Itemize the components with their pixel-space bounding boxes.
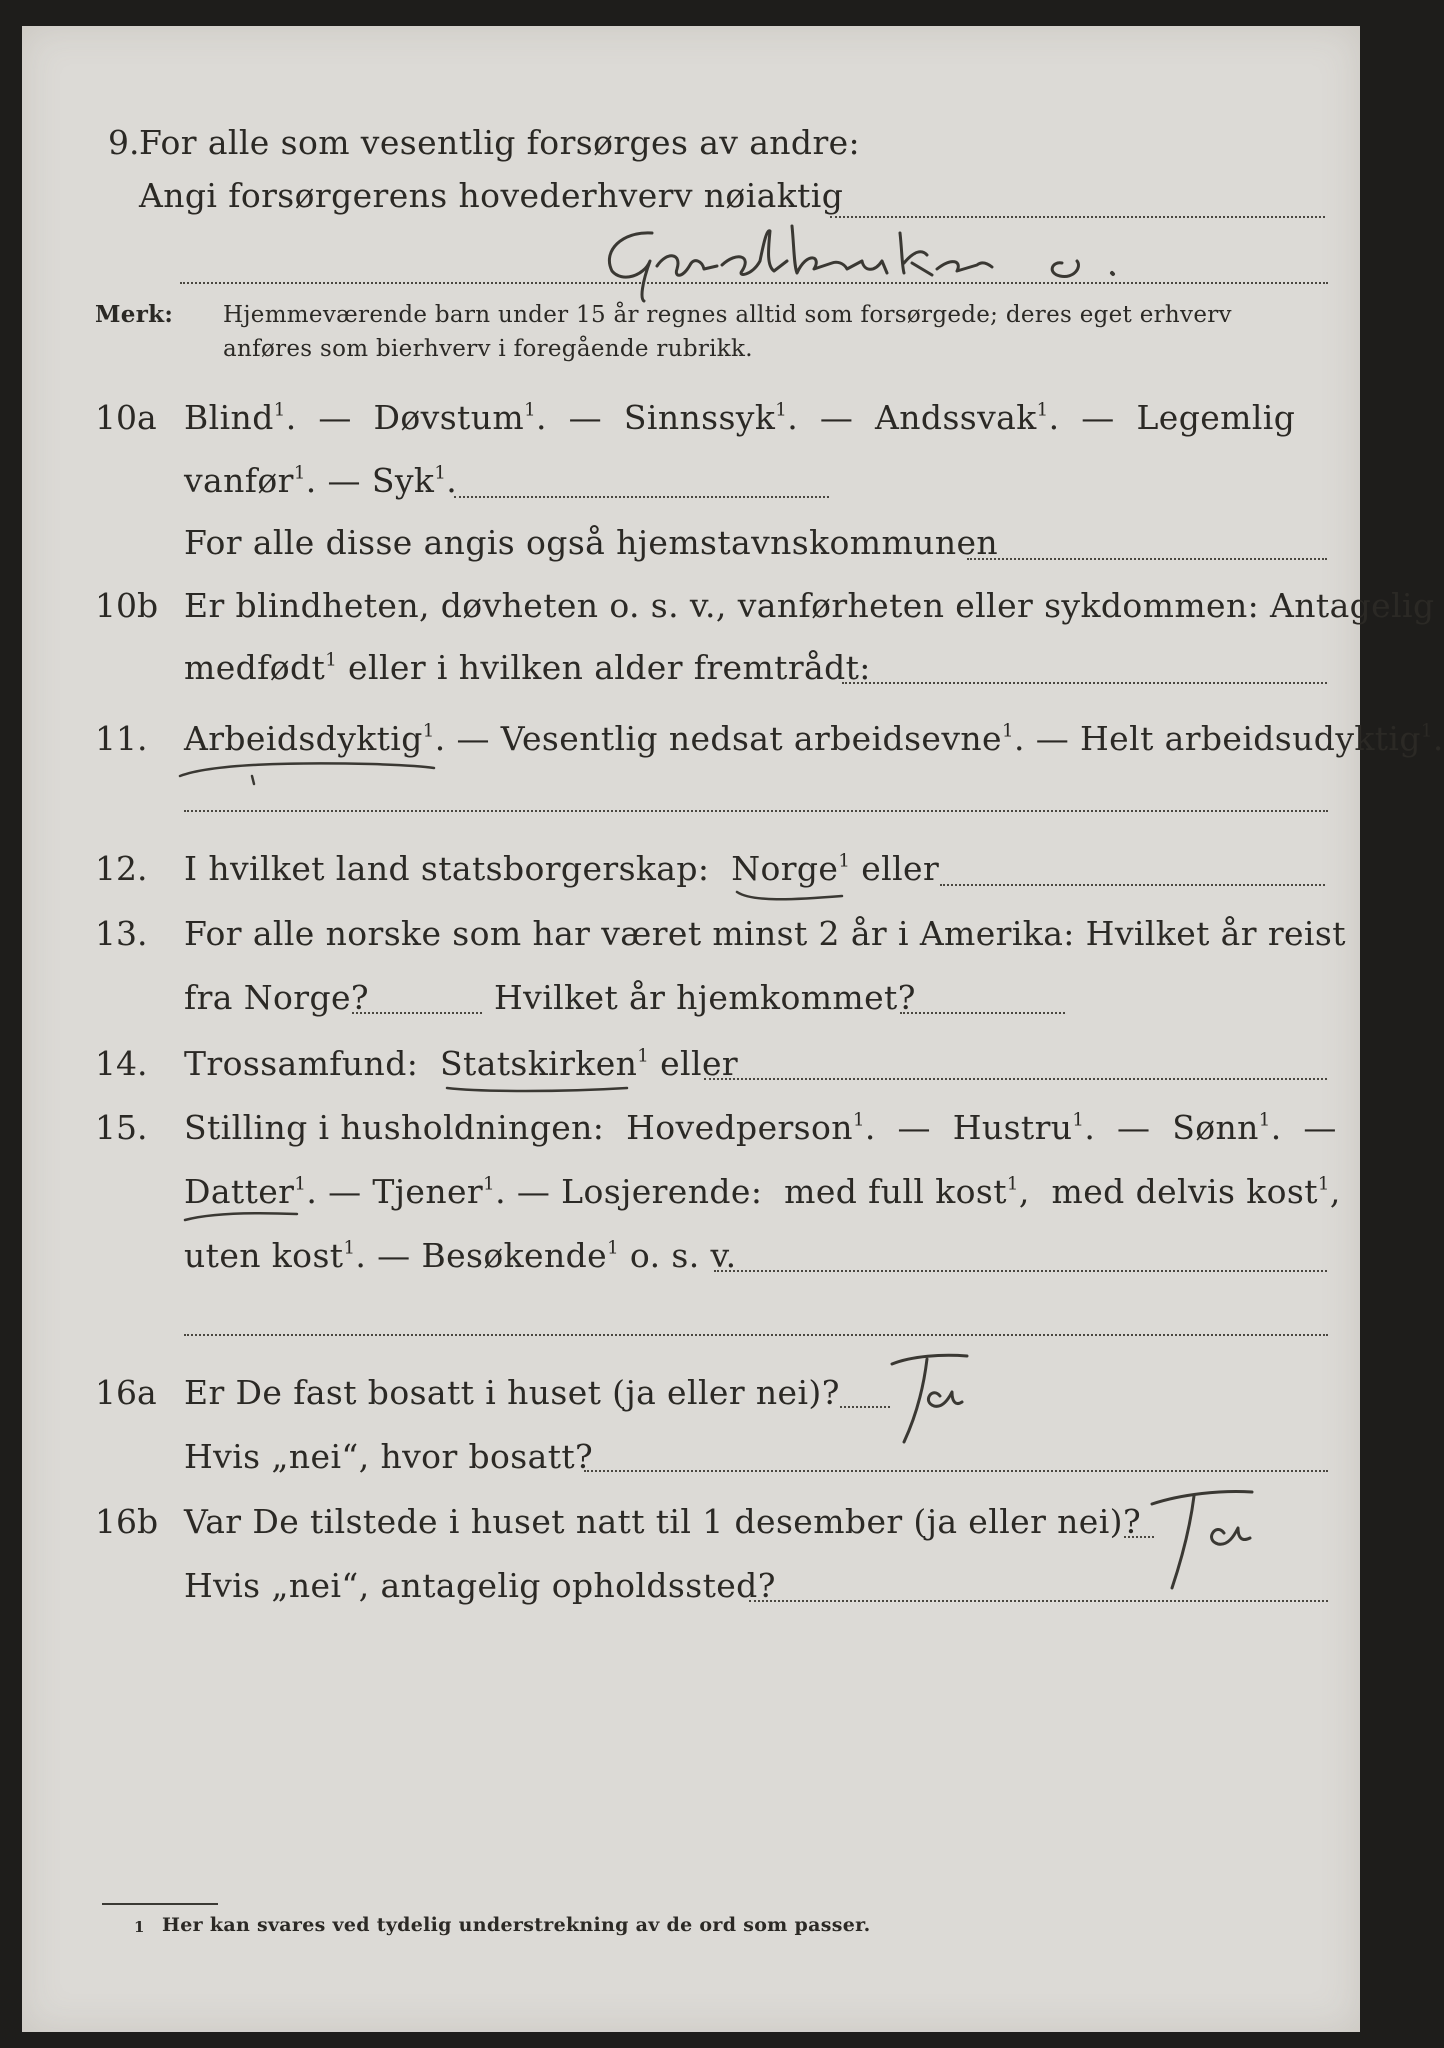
q15-number: 15. xyxy=(95,1108,148,1147)
q16a-handwriting-strokes xyxy=(882,1344,992,1454)
q10a-answer-line-2 xyxy=(967,558,1327,560)
q16a-answer-line-2 xyxy=(584,1470,1328,1472)
merk-line2: anføres som bierhverv i foregående rubrikk. xyxy=(223,336,753,362)
q15-answer-line-1 xyxy=(714,1270,1327,1272)
q12-underline-mark xyxy=(732,884,872,914)
q9-number: 9. xyxy=(108,123,140,162)
q13-answer-line-1 xyxy=(352,1012,482,1014)
q16b-answer-line-2 xyxy=(749,1600,1328,1602)
q11-answer-line xyxy=(184,810,1328,812)
q12-answer-line xyxy=(940,884,1325,886)
q14-line1: Trossamfund: Statskirken$^1$ eller xyxy=(184,1044,739,1083)
q11-line1: Arbeidsdyktig$^1$. — Vesentlig nedsat arbeidsevne$^1$. — Helt arbeidsudyktig$^1$. xyxy=(184,719,1444,758)
q11-number: 11. xyxy=(95,719,148,758)
q9-handwriting-strokes xyxy=(582,221,1282,301)
q15-line2: Datter$^1$. — Tjener$^1$. — Losjerende: med full kost$^1$, med delvis kost$^1$, xyxy=(184,1172,1341,1211)
q16a-number: 16a xyxy=(95,1373,157,1412)
footnote-mark: 1 xyxy=(134,1918,145,1936)
census-form-page xyxy=(22,26,1444,2032)
merk-line1: Hjemmeværende barn under 15 år regnes alltid som forsørgede; deres eget erhverv xyxy=(223,302,1232,328)
q13-line2a: fra Norge? xyxy=(184,978,370,1017)
q15-underline-mark xyxy=(177,1206,317,1236)
q10a-number: 10a xyxy=(95,398,157,437)
q13-number: 13. xyxy=(95,914,148,953)
q12-line1: I hvilket land statsborgerskap: Norge$^1$ eller xyxy=(184,849,940,888)
q10b-line2: medfødt$^1$ eller i hvilken alder fremtrådt: xyxy=(184,648,871,687)
q16b-line2: Hvis „nei“, antagelig opholdssted? xyxy=(184,1566,776,1605)
q10a-answer-line-1 xyxy=(454,496,829,498)
q10a-line1: Blind$^1$. — Døvstum$^1$. — Sinnssyk$^1$. — Andssvak$^1$. — Legemlig xyxy=(184,398,1296,437)
q10b-answer-line xyxy=(842,682,1327,684)
q10b-line1: Er blindheten, døvheten o. s. v., vanførheten eller sykdommen: Antagelig xyxy=(184,586,1435,625)
q9-answer-line-1 xyxy=(830,216,1325,218)
merk-label: Merk: xyxy=(95,301,174,328)
q16b-line1: Var De tilstede i huset natt til 1 desember (ja eller nei)? xyxy=(184,1502,1142,1541)
q12-number: 12. xyxy=(95,849,148,888)
q9-line1: For alle som vesentlig forsørges av andre: xyxy=(139,123,861,162)
q15-line1: Stilling i husholdningen: Hovedperson$^1$. — Hustru$^1$. — Sønn$^1$. — xyxy=(184,1108,1337,1147)
footnote-text: Her kan svares ved tydelig understrekning av de ord som passer. xyxy=(162,1914,871,1936)
q16b-handwriting-strokes xyxy=(1132,1478,1282,1598)
q13-line2b: Hvilket år hjemkommet? xyxy=(494,978,916,1017)
q9-line2: Angi forsørgerens hovederhverv nøiaktig xyxy=(139,176,844,215)
q14-answer-line xyxy=(704,1078,1327,1080)
q13-answer-line-2 xyxy=(900,1012,1065,1014)
footnote-rule xyxy=(102,1903,218,1905)
q10b-number: 10b xyxy=(95,586,159,625)
q16a-line1: Er De fast bosatt i huset (ja eller nei)? xyxy=(184,1373,840,1412)
q16b-number: 16b xyxy=(95,1502,159,1541)
q14-underline-mark xyxy=(442,1078,642,1108)
q10a-line2: vanfør$^1$. — Syk$^1$. xyxy=(184,461,458,500)
q13-line1: For alle norske som har været minst 2 år i Amerika: Hvilket år reist xyxy=(184,914,1346,953)
q14-number: 14. xyxy=(95,1044,148,1083)
q16a-line2: Hvis „nei“, hvor bosatt? xyxy=(184,1437,594,1476)
q10a-line3: For alle disse angis også hjemstavnskommunen xyxy=(184,523,999,562)
q11-underline-mark xyxy=(172,754,452,794)
q15-line3: uten kost$^1$. — Besøkende$^1$ o. s. v. xyxy=(184,1236,737,1275)
q15-answer-line-2 xyxy=(184,1334,1328,1336)
